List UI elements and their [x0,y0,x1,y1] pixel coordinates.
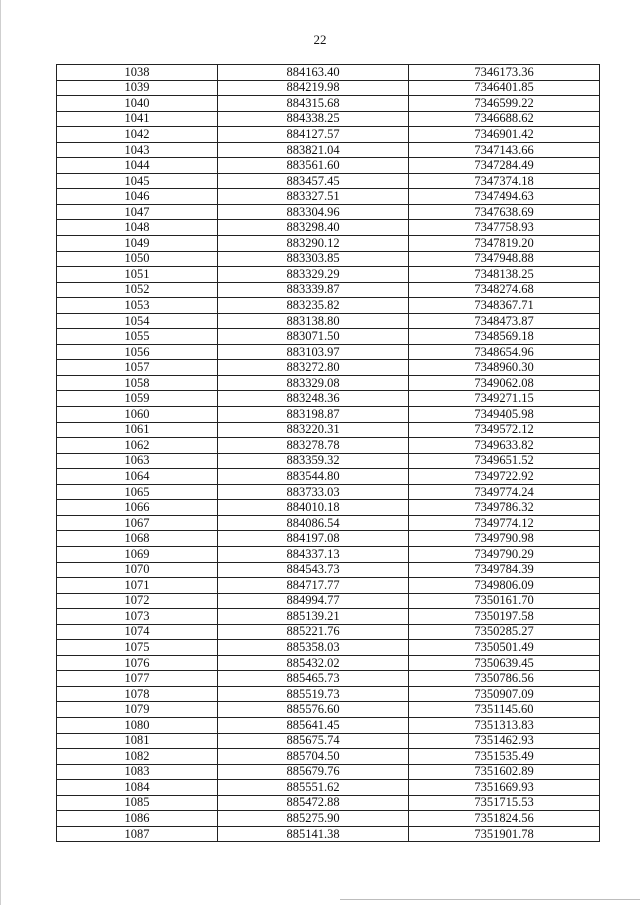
y-coordinate-cell: 7346401.85 [409,80,600,96]
y-coordinate-cell: 7348473.87 [409,313,600,329]
point-number-cell: 1059 [57,391,218,407]
point-number-cell: 1064 [57,469,218,485]
x-coordinate-cell: 883198.87 [218,407,409,423]
y-coordinate-cell: 7349633.82 [409,438,600,454]
x-coordinate-cell: 883220.31 [218,422,409,438]
x-coordinate-cell: 885432.02 [218,655,409,671]
table-row [57,453,600,469]
point-number-cell: 1060 [57,407,218,423]
table-row [57,811,600,827]
y-coordinate-cell: 7349806.09 [409,578,600,594]
x-coordinate-cell: 885519.73 [218,686,409,702]
x-coordinate-cell: 885576.60 [218,702,409,718]
x-coordinate-cell: 883544.80 [218,469,409,485]
point-number-cell: 1048 [57,220,218,236]
y-coordinate-cell: 7349790.29 [409,546,600,562]
table-row [57,80,600,96]
table-row [57,795,600,811]
table-row [57,593,600,609]
x-coordinate-cell: 883235.82 [218,298,409,314]
point-number-cell: 1053 [57,298,218,314]
y-coordinate-cell: 7348367.71 [409,298,600,314]
y-coordinate-cell: 7349405.98 [409,407,600,423]
x-coordinate-cell: 885641.45 [218,717,409,733]
y-coordinate-cell: 7350786.56 [409,671,600,687]
page-left-edge [0,0,1,905]
x-coordinate-cell: 884338.25 [218,111,409,127]
point-number-cell: 1038 [57,65,218,81]
table-row [57,749,600,765]
point-number-cell: 1073 [57,609,218,625]
x-coordinate-cell: 884315.68 [218,96,409,112]
point-number-cell: 1084 [57,780,218,796]
table-row [57,220,600,236]
table-row [57,702,600,718]
y-coordinate-cell: 7349572.12 [409,422,600,438]
y-coordinate-cell: 7347948.88 [409,251,600,267]
x-coordinate-cell: 885141.38 [218,826,409,842]
point-number-cell: 1042 [57,127,218,143]
y-coordinate-cell: 7351535.49 [409,749,600,765]
table-row [57,298,600,314]
point-number-cell: 1041 [57,111,218,127]
point-number-cell: 1055 [57,329,218,345]
table-row [57,764,600,780]
table-row [57,267,600,283]
point-number-cell: 1066 [57,500,218,516]
y-coordinate-cell: 7348569.18 [409,329,600,345]
y-coordinate-cell: 7346688.62 [409,111,600,127]
x-coordinate-cell: 884197.08 [218,531,409,547]
x-coordinate-cell: 883303.85 [218,251,409,267]
table-row [57,500,600,516]
table-row [57,173,600,189]
table-row [57,96,600,112]
table-row [57,531,600,547]
point-number-cell: 1085 [57,795,218,811]
point-number-cell: 1058 [57,375,218,391]
x-coordinate-cell: 883359.32 [218,453,409,469]
point-number-cell: 1070 [57,562,218,578]
point-number-cell: 1040 [57,96,218,112]
point-number-cell: 1045 [57,173,218,189]
table-row [57,329,600,345]
table-row [57,780,600,796]
x-coordinate-cell: 885275.90 [218,811,409,827]
point-number-cell: 1087 [57,826,218,842]
y-coordinate-cell: 7349651.52 [409,453,600,469]
x-coordinate-cell: 883457.45 [218,173,409,189]
point-number-cell: 1052 [57,282,218,298]
table-row [57,469,600,485]
table-row [57,111,600,127]
y-coordinate-cell: 7347638.69 [409,204,600,220]
point-number-cell: 1075 [57,640,218,656]
table-row [57,624,600,640]
table-row [57,640,600,656]
y-coordinate-cell: 7348960.30 [409,360,600,376]
point-number-cell: 1067 [57,515,218,531]
x-coordinate-cell: 884086.54 [218,515,409,531]
y-coordinate-cell: 7350501.49 [409,640,600,656]
y-coordinate-cell: 7350197.58 [409,609,600,625]
table-row [57,546,600,562]
x-coordinate-cell: 884219.98 [218,80,409,96]
y-coordinate-cell: 7349784.39 [409,562,600,578]
y-coordinate-cell: 7351313.83 [409,717,600,733]
x-coordinate-cell: 883561.60 [218,158,409,174]
point-number-cell: 1050 [57,251,218,267]
table-row [57,422,600,438]
x-coordinate-cell: 884994.77 [218,593,409,609]
page-bottom-edge [340,899,640,900]
table-row [57,127,600,143]
point-number-cell: 1056 [57,344,218,360]
y-coordinate-cell: 7351901.78 [409,826,600,842]
table-row [57,251,600,267]
y-coordinate-cell: 7349062.08 [409,375,600,391]
table-row [57,391,600,407]
y-coordinate-cell: 7348138.25 [409,267,600,283]
y-coordinate-cell: 7349790.98 [409,531,600,547]
table-row [57,562,600,578]
table-row [57,344,600,360]
y-coordinate-cell: 7346599.22 [409,96,600,112]
point-number-cell: 1063 [57,453,218,469]
x-coordinate-cell: 883733.03 [218,484,409,500]
point-number-cell: 1049 [57,236,218,252]
y-coordinate-cell: 7350639.45 [409,655,600,671]
y-coordinate-cell: 7348654.96 [409,344,600,360]
x-coordinate-cell: 883278.78 [218,438,409,454]
table-row [57,826,600,842]
point-number-cell: 1072 [57,593,218,609]
point-number-cell: 1074 [57,624,218,640]
point-number-cell: 1079 [57,702,218,718]
table-row [57,655,600,671]
y-coordinate-cell: 7346901.42 [409,127,600,143]
point-number-cell: 1051 [57,267,218,283]
x-coordinate-cell: 883821.04 [218,142,409,158]
y-coordinate-cell: 7347494.63 [409,189,600,205]
point-number-cell: 1054 [57,313,218,329]
table-row [57,313,600,329]
point-number-cell: 1082 [57,749,218,765]
x-coordinate-cell: 883329.29 [218,267,409,283]
table-row [57,142,600,158]
table-row [57,65,600,81]
table-row [57,282,600,298]
point-number-cell: 1077 [57,671,218,687]
table-row [57,515,600,531]
coordinates-table-body [57,65,600,842]
x-coordinate-cell: 883071.50 [218,329,409,345]
point-number-cell: 1076 [57,655,218,671]
x-coordinate-cell: 883290.12 [218,236,409,252]
x-coordinate-cell: 884717.77 [218,578,409,594]
point-number-cell: 1057 [57,360,218,376]
x-coordinate-cell: 883272.80 [218,360,409,376]
y-coordinate-cell: 7347374.18 [409,173,600,189]
point-number-cell: 1078 [57,686,218,702]
table-row [57,360,600,376]
x-coordinate-cell: 885465.73 [218,671,409,687]
point-number-cell: 1047 [57,204,218,220]
x-coordinate-cell: 884543.73 [218,562,409,578]
x-coordinate-cell: 884127.57 [218,127,409,143]
x-coordinate-cell: 884337.13 [218,546,409,562]
x-coordinate-cell: 883329.08 [218,375,409,391]
point-number-cell: 1046 [57,189,218,205]
y-coordinate-cell: 7351715.53 [409,795,600,811]
point-number-cell: 1061 [57,422,218,438]
y-coordinate-cell: 7349786.32 [409,500,600,516]
y-coordinate-cell: 7346173.36 [409,65,600,81]
y-coordinate-cell: 7351602.89 [409,764,600,780]
point-number-cell: 1043 [57,142,218,158]
point-number-cell: 1062 [57,438,218,454]
x-coordinate-cell: 885551.62 [218,780,409,796]
table-row [57,717,600,733]
y-coordinate-cell: 7349774.12 [409,515,600,531]
x-coordinate-cell: 885704.50 [218,749,409,765]
x-coordinate-cell: 885679.76 [218,764,409,780]
point-number-cell: 1069 [57,546,218,562]
x-coordinate-cell: 885139.21 [218,609,409,625]
point-number-cell: 1065 [57,484,218,500]
point-number-cell: 1039 [57,80,218,96]
table-row [57,158,600,174]
y-coordinate-cell: 7350161.70 [409,593,600,609]
table-row [57,484,600,500]
table-row [57,236,600,252]
x-coordinate-cell: 883327.51 [218,189,409,205]
x-coordinate-cell: 885472.88 [218,795,409,811]
x-coordinate-cell: 883103.97 [218,344,409,360]
x-coordinate-cell: 884163.40 [218,65,409,81]
y-coordinate-cell: 7350907.09 [409,686,600,702]
y-coordinate-cell: 7349722.92 [409,469,600,485]
table-row [57,671,600,687]
x-coordinate-cell: 883248.36 [218,391,409,407]
y-coordinate-cell: 7347819.20 [409,236,600,252]
table-row [57,189,600,205]
table-row [57,609,600,625]
y-coordinate-cell: 7351669.93 [409,780,600,796]
page-number: 22 [313,32,327,47]
x-coordinate-cell: 885358.03 [218,640,409,656]
y-coordinate-cell: 7347284.49 [409,158,600,174]
y-coordinate-cell: 7347143.66 [409,142,600,158]
y-coordinate-cell: 7351824.56 [409,811,600,827]
table-row [57,204,600,220]
point-number-cell: 1083 [57,764,218,780]
point-number-cell: 1068 [57,531,218,547]
y-coordinate-cell: 7351145.60 [409,702,600,718]
point-number-cell: 1081 [57,733,218,749]
y-coordinate-cell: 7351462.93 [409,733,600,749]
x-coordinate-cell: 883138.80 [218,313,409,329]
x-coordinate-cell: 885221.76 [218,624,409,640]
point-number-cell: 1044 [57,158,218,174]
x-coordinate-cell: 884010.18 [218,500,409,516]
point-number-cell: 1071 [57,578,218,594]
x-coordinate-cell: 883298.40 [218,220,409,236]
table-row [57,686,600,702]
coordinates-table [56,64,600,842]
x-coordinate-cell: 883339.87 [218,282,409,298]
point-number-cell: 1080 [57,717,218,733]
table-row [57,438,600,454]
table-row [57,578,600,594]
table-row [57,407,600,423]
y-coordinate-cell: 7348274.68 [409,282,600,298]
table-row [57,375,600,391]
table-row [57,733,600,749]
x-coordinate-cell: 885675.74 [218,733,409,749]
y-coordinate-cell: 7349271.15 [409,391,600,407]
y-coordinate-cell: 7350285.27 [409,624,600,640]
y-coordinate-cell: 7349774.24 [409,484,600,500]
point-number-cell: 1086 [57,811,218,827]
x-coordinate-cell: 883304.96 [218,204,409,220]
y-coordinate-cell: 7347758.93 [409,220,600,236]
